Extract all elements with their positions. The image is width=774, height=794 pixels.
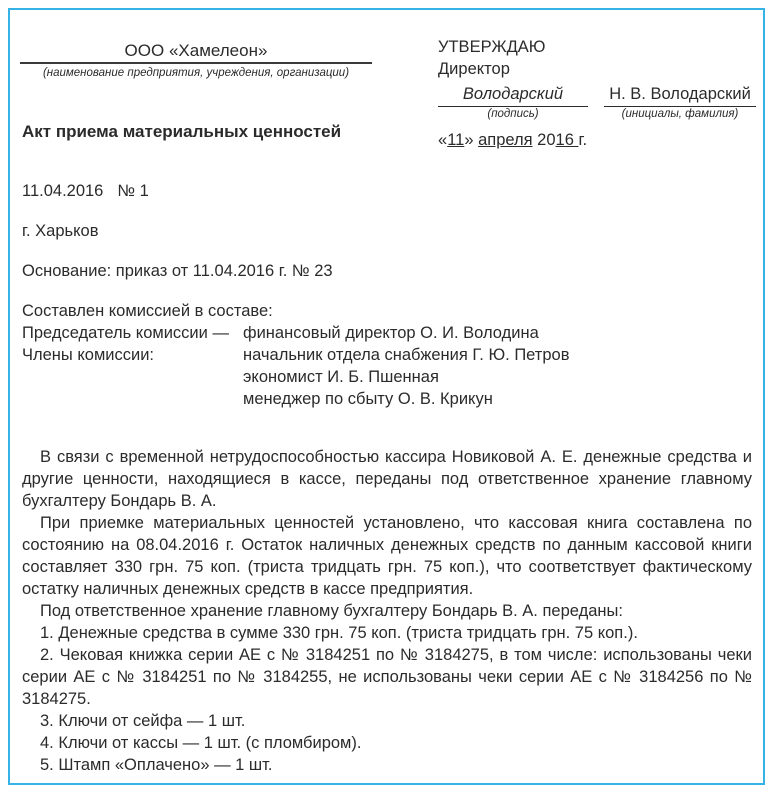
date-year-tail: г. [578,131,588,149]
company-name: ООО «Хамелеон» [20,40,372,64]
commission-intro: Составлен комиссией в составе: [22,302,273,320]
doc-date: 11.04.2016 [22,182,104,200]
approval-date [438,129,756,151]
signer-name: Н. В. Володарский [604,83,756,107]
commission-role-label [22,366,243,388]
paragraph: Под ответственное хранение главному бухгалтеру Бондарь В. А. переданы: [40,602,623,620]
signature-handwritten: Володарский [438,83,588,107]
signature-cell [438,83,588,122]
commission-member: менеджер по сбыту О. В. Крикун [243,390,493,408]
commission-role-label [22,388,243,410]
document-title: Акт приема материальных ценностей [22,122,342,141]
document-body [22,180,752,776]
commission-row [22,344,752,366]
commission-member: начальник отдела снабжения Г. Ю. Петров [243,346,570,364]
list-item: 2. Чековая книжка серии АЕ с № 3184251 по № 3184275, в том числе: использованы чеки серии АЕ с № 3184251 по № 3184255, не использованы чеки серии АЕ с № 3184256 по № 3184275. [22,646,752,708]
approval-position: Директор [438,60,510,78]
doc-number: № 1 [117,182,149,200]
date-close-quote: » [464,131,479,149]
commission-member: финансовый директор О. И. Володина [243,324,539,342]
signer-name-caption: (инициалы, фамилия) [621,108,739,120]
list-item: 1. Денежные средства в сумме 330 грн. 75 коп. (триста тридцать грн. 75 коп.). [40,624,638,642]
paragraph: При приемке материальных ценностей установлено, что кассовая книга составлена по состоянию на 08.04.2016 г. Остаток наличных денежных средств по данным кассовой книги составляет 330 грн. 75 коп. (триста тридцать грн. 75 коп.), что соответствует фактическому остатку наличных денежных средств в кассе предприятия. [22,514,752,598]
commission-role-label: Члены комиссии: [22,346,155,364]
date-year-suffix: 16 [555,131,579,149]
signer-name-cell [604,83,756,122]
list-item: 5. Штамп «Оплачено» — 1 шт. [40,756,273,774]
date-month: апреля [478,131,533,149]
list-item: 3. Ключи от сейфа — 1 шт. [40,712,246,730]
company-name-block [20,40,372,81]
company-name-caption: (наименование предприятия, учреждения, организации) [42,67,350,79]
date-year-prefix: 20 [532,131,556,149]
signature-row [438,83,756,122]
commission-row [22,388,752,410]
commission-row [22,366,752,388]
date-open-quote: « [438,131,448,149]
commission-row [22,322,752,344]
doc-city: г. Харьков [22,222,99,240]
doc-date-number-line [22,180,752,202]
date-day: 11 [447,131,465,149]
paragraph: В связи с временной нетрудоспособностью кассира Новиковой А. Е. денежные средства и другие ценности, находящиеся в кассе, переданы под ответственное хранение главному бухгалтеру Бондарь В. А. [22,448,752,510]
signature-caption: (подпись) [487,108,539,120]
commission-member: экономист И. Б. Пшенная [243,368,439,386]
list-item: 4. Ключи от кассы — 1 шт. (с пломбиром). [40,734,362,752]
doc-basis: Основание: приказ от 11.04.2016 г. № 23 [22,262,333,280]
approval-heading: УТВЕРЖДАЮ [438,38,546,56]
body-paragraphs [22,446,752,776]
commission-role-label: Председатель комиссии — [22,324,229,342]
approval-block [438,36,756,151]
